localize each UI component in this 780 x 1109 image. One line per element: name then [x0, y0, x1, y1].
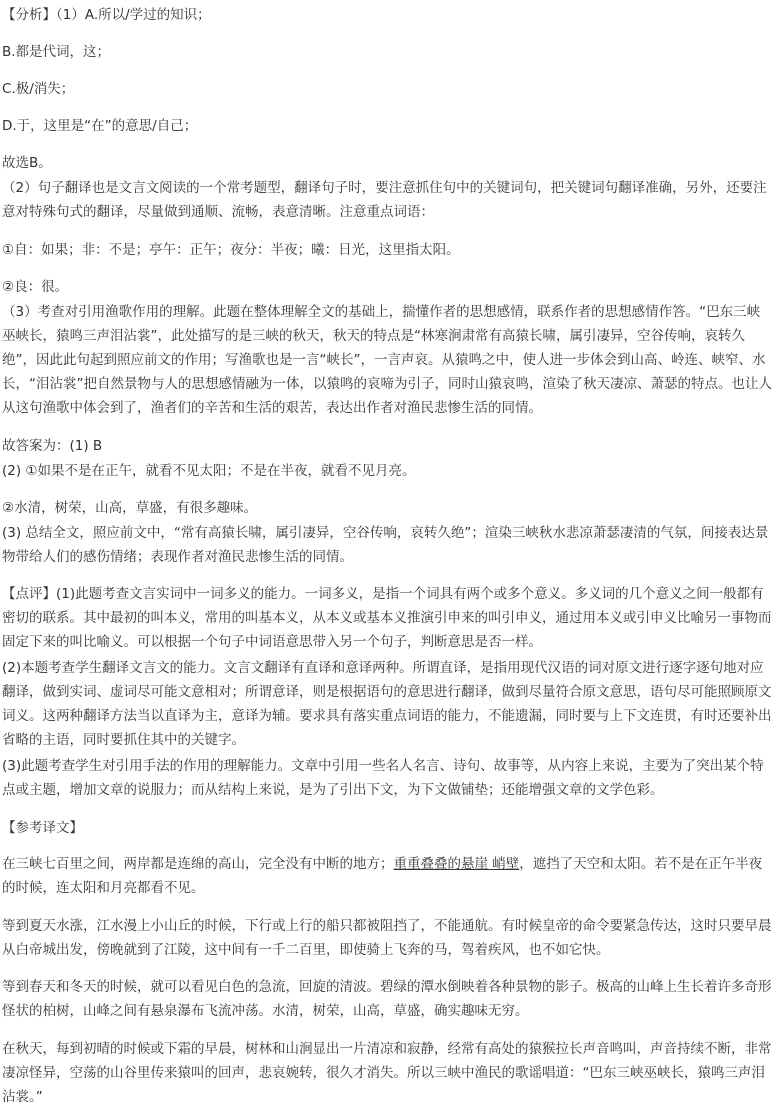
comment-3: (3)此题考查学生对引用手法的作用的理解能力。文章中引用一些名人名言、诗句、故事等，从内容上来说，主要为了突出某个特点或主题，增加文章的说服力；而从结构上来说，是为了引出下文，为下文做铺垫；还能增强文章的文学色彩。	[2, 758, 764, 798]
analysis-key-words-1: ①自：如果；非：不是；亭午：正午；夜分：半夜；曦：日光，这里指太阳。	[2, 242, 460, 258]
translation-p1-underlined: 重重叠叠的悬崖 峭壁	[393, 856, 520, 872]
answer-2-second: ②水清，树荣，山高，草盛，有很多趣味。	[2, 500, 258, 516]
comment-1: 【点评】(1)此题考查文言实词中一词多义的能力。一词多义，是指一个词具有两个或多个意义。多义词的几个意义之间一般都有密切的联系。其中最初的叫本义，常用的叫基本义，从本义或基本义推演引申来的叫引申义，通过用本义或引申义比喻另一事物而固定下来的叫比喻义。可以根据一个句子中词语意思带入另一个句子，判断意思是否一样。	[2, 586, 772, 650]
analysis-option-d: D.于，这里是“在”的意思/自己；	[2, 118, 198, 134]
answer-1: 故答案为：(1) B	[2, 438, 103, 454]
translation-paragraph-2: 等到夏天水涨，江水漫上小山丘的时候，下行或上行的船只都被阻挡了，不能通航。有时候皇帝的命令要紧急传达，这时只要早晨从白帝城出发，傍晚就到了江陵，这中间有一千二百里，即使骑上飞奔的马，驾着疾风，也不如它快。	[2, 918, 772, 958]
answer-3: (3) 总结全文，照应前文中，“常有高猿长啸，属引凄异，空谷传响，哀转久绝”；渲染三峡秋水悲凉萧瑟凄清的气氛，间接表达景物带给人们的感伤情绪；表现作者对渔民悲惨生活的同情。	[2, 525, 769, 565]
comment-2: (2)本题考查学生翻译文言文的能力。文言文翻译有直译和意译两种。所谓直译，是指用现代汉语的词对原文进行逐字逐句地对应翻译，做到实词、虚词尽可能文意相对；所谓意译，则是根据语句的意思进行翻译，做到尽量符合原文意思，语句尽可能照顾原文词义。这两种翻译方法当以直译为主，意译为辅。要求具有落实重点词语的能力，不能遗漏，同时要与上下文连贯，有时还要补出省略的主语，同时要抓住其中的关键字。	[2, 660, 772, 748]
translation-header: 【参考译文】	[2, 820, 83, 836]
analysis-header: 【分析】（1）A.所以/学过的知识；	[2, 7, 211, 23]
analysis-choice: 故选B。	[2, 155, 52, 171]
analysis-part-3: （3）考查对引用渔歌作用的理解。此题在整体理解全文的基础上，揣懂作者的思想感情，联系作者的思想感情作答。“巴东三峡巫峡长，猿鸣三声泪沾裳”，此处描写的是三峡的秋天，秋天的特点是“林寒涧肃常有高猿长啸，属引凄异，空谷传响，哀转久绝”，因此此句起到照应前文的作用；写渔歌也是一言“峡长”，一言声哀。从猿鸣之中，使人进一步体会到山高、岭连、峡窄、水长，“泪沾裳”把自然景物与人的思想感情融为一体，以猿鸣的哀啼为引子，同时山猿哀鸣，渲染了秋天凄凉、萧瑟的特点。也让人从这句渔歌中体会到了，渔者们的辛苦和生活的艰苦，表达出作者对渔民悲惨生活的同情。	[2, 304, 772, 416]
analysis-key-words-2: ②良：很。	[2, 279, 69, 295]
answer-2: (2) ①如果不是在正午，就看不见太阳；不是在半夜，就看不见月亮。	[2, 463, 416, 479]
translation-p1-end: ，遮挡了天空和太阳。若不是在正午半夜的时候，连太阳和月亮都看不见。	[2, 856, 763, 896]
analysis-option-c: C.极/消失；	[2, 81, 75, 97]
translation-paragraph-4: 在秋天，每到初晴的时候或下霜的早晨，树林和山涧显出一片清凉和寂静，经常有高处的猿猴拉长声音鸣叫，声音持续不断，非常凄凉怪异，空荡的山谷里传来猿叫的回声，悲哀婉转，很久才消失。所以三峡中渔民的歌谣唱道：“巴东三峡巫峡长，猿鸣三声泪沾裳。”	[2, 1041, 772, 1105]
translation-paragraph-1	[2, 852, 772, 900]
translation-paragraph-3: 等到春天和冬天的时候，就可以看见白色的急流，回旋的清波。碧绿的潭水倒映着各种景物的影子。极高的山峰上生长着许多奇形怪状的柏树，山峰之间有悬泉瀑布飞流冲荡。水清，树荣，山高，草盛，确实趣味无穷。	[2, 979, 772, 1019]
translation-p1-start: 在三峡七百里之间，两岸都是连绵的高山，完全没有中断的地方；	[2, 856, 394, 872]
analysis-option-b: B.都是代词，这；	[2, 44, 111, 60]
analysis-part-2: （2）句子翻译也是文言文阅读的一个常考题型，翻译句子时，要注意抓住句中的关键词句，把关键词句翻译准确，另外，还要注意对特殊句式的翻译，尽量做到通顺、流畅，表意清晰。注意重点词语：	[2, 180, 767, 220]
